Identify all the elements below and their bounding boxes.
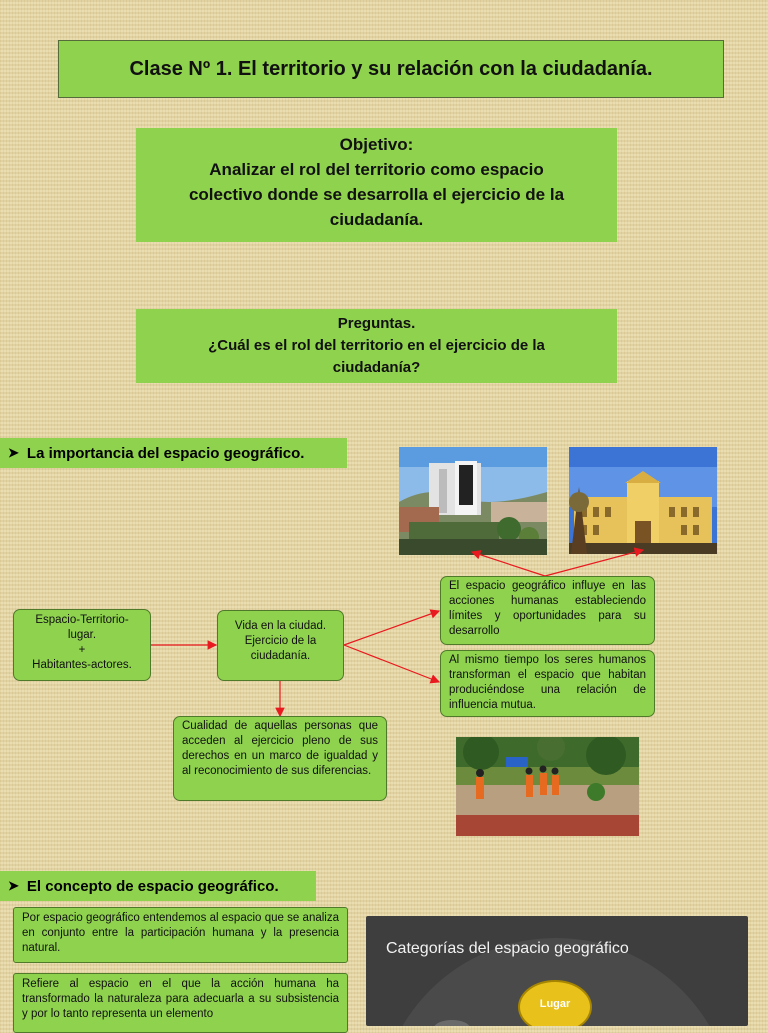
categories-panel — [366, 916, 748, 1026]
concept-box-city-life — [217, 610, 344, 681]
section-heading-concept — [0, 871, 316, 901]
bullet-arrow-icon: ➤ — [8, 878, 19, 893]
arrow-box2-to-box3 — [344, 611, 439, 645]
concept-line: Espacio-Territorio- — [35, 614, 129, 626]
city-buildings-photo — [399, 447, 547, 555]
definition-paragraph-1: Por espacio geográfico entendemos al espacio que se analiza en conjunto entre la participación humana y la presencia natural. — [13, 907, 348, 963]
objective-line: Analizar el rol del territorio como espacio — [209, 160, 544, 179]
section-heading-text: La importancia del espacio geográfico. — [26, 444, 305, 462]
concept-line: ciudadanía. — [250, 650, 311, 662]
section-heading-text: El concepto de espacio geográfico. — [26, 877, 279, 895]
concept-line: Ejercicio de la — [244, 635, 317, 647]
historic-building-photo — [569, 447, 717, 554]
objective-box — [136, 128, 617, 242]
category-node-lugar — [518, 980, 592, 1026]
question-line: ciudadanía? — [332, 359, 421, 376]
categories-title: Categorías del espacio geográfico — [386, 940, 629, 957]
arrow-box2-to-box4 — [344, 645, 439, 682]
concept-line: Habitantes-actores. — [32, 659, 132, 671]
questions-label: Preguntas. — [337, 315, 416, 332]
objective-line: ciudadanía. — [329, 210, 424, 229]
section-heading-importance — [0, 438, 347, 468]
definition-paragraph-2: Refiere al espacio en el que la acción humana ha transformado la naturaleza para adecuarla a su subsistencia y por lo tanto representa un elemento — [13, 973, 348, 1033]
page-title: Clase Nº 1. El territorio y su relación con la ciudadanía. — [58, 40, 724, 98]
concept-box-citizenship: Cualidad de aquellas personas que acceden al ejercicio pleno de sus derechos en un marco de igualdad y al reconocimiento de sus diferencias. — [173, 716, 387, 801]
arrow-box3-to-photo1 — [472, 552, 545, 576]
objective-label: Objetivo: — [339, 135, 414, 154]
objective-line: colectivo donde se desarrolla el ejercicio de la — [188, 185, 565, 204]
community-work-photo — [456, 737, 639, 836]
concept-box-influence: El espacio geográfico influye en las acciones humanas estableciendo límites y oportunidades para su desarrollo — [440, 576, 655, 645]
bullet-arrow-icon: ➤ — [8, 445, 19, 460]
concept-box-transformation: Al mismo tiempo los seres humanos transforman el espacio que habitan produciéndose una relación de influencia mutua. — [440, 650, 655, 717]
concept-line: Vida en la ciudad. — [234, 620, 327, 632]
question-line: ¿Cuál es el rol del territorio en el ejercicio de la — [208, 337, 545, 354]
concept-line: + — [78, 644, 86, 656]
questions-box — [136, 309, 617, 383]
concept-line: lugar. — [67, 629, 97, 641]
category-label: Lugar — [539, 998, 571, 1010]
concept-box-territory — [13, 609, 151, 681]
